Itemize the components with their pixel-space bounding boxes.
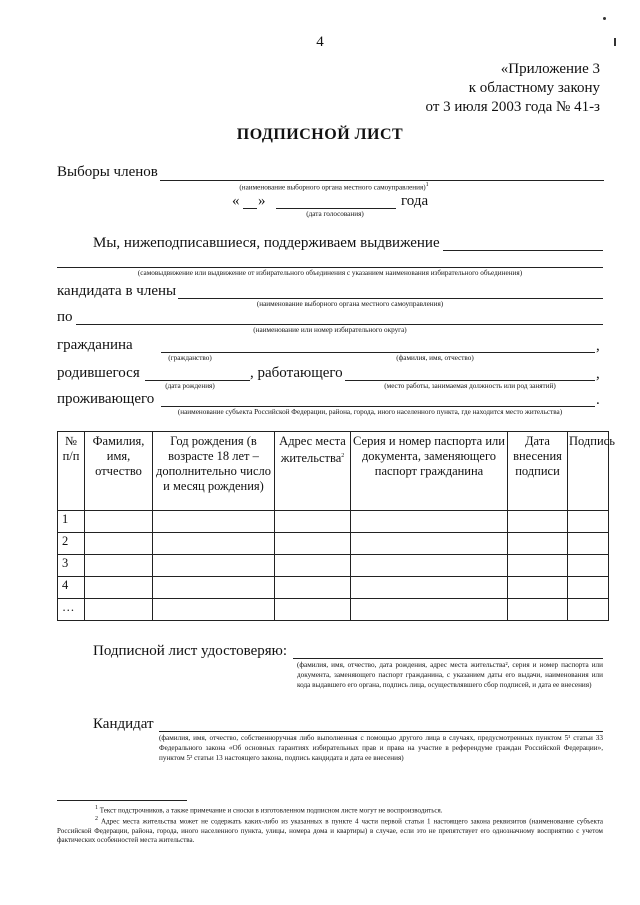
appendix-line-2: к областному закону	[468, 80, 600, 96]
born-comma: ,	[596, 366, 600, 382]
table-header-row	[58, 432, 609, 511]
certify-note: (фамилия, имя, отчество, дата рождения, адрес места жительства², серия и номер паспорта или документа, заменяющего паспорт гражданина, с указанием даты его выдачи, наименования или кода выдавшего его органа, подпись лица, осуществлявшего сбор подписей, и дата ее внесения)	[297, 661, 603, 689]
cell-sign-date[interactable]	[508, 533, 568, 555]
header-number: № п/п	[58, 432, 85, 511]
cell-birth-year[interactable]	[153, 533, 275, 555]
cell-signature[interactable]	[568, 511, 609, 533]
workplace-hint: (место работы, занимаемая должность или род занятий)	[384, 382, 556, 390]
table-row	[58, 555, 609, 577]
birthdate-field[interactable]	[145, 380, 250, 381]
birthdate-hint: (дата рождения)	[165, 382, 215, 390]
row-number: 4	[58, 577, 85, 599]
citizen-label: гражданина	[57, 337, 133, 353]
fullname-hint: (фамилия, имя, отчество)	[396, 354, 474, 362]
cell-birth-year[interactable]	[153, 555, 275, 577]
cell-signature[interactable]	[568, 599, 609, 621]
scan-speck	[603, 17, 606, 20]
signature-table	[57, 431, 615, 621]
district-hint: (наименование или номер избирательного округа)	[253, 326, 407, 334]
appendix-line-3: от 3 июля 2003 года № 41-з	[425, 99, 600, 115]
support-text: Мы, нижеподписавшиеся, поддерживаем выдвижение	[93, 235, 440, 251]
header-sign-date: Дата внесения подписи	[508, 432, 568, 511]
cell-passport[interactable]	[351, 599, 508, 621]
page-number: 4	[316, 34, 324, 50]
cell-sign-date[interactable]	[508, 599, 568, 621]
citizen-comma: ,	[596, 338, 600, 354]
cell-sign-date[interactable]	[508, 577, 568, 599]
date-open-quote: «	[232, 193, 240, 209]
candidate-label: кандидата в члены	[57, 283, 177, 299]
row-number: 1	[58, 511, 85, 533]
support-field-1[interactable]	[443, 250, 603, 251]
row-number: …	[58, 599, 85, 621]
cell-fullname[interactable]	[85, 577, 153, 599]
header-passport: Серия и номер паспорта или документа, заменяющего паспорт гражданина	[351, 432, 508, 511]
date-day-field[interactable]	[243, 208, 257, 209]
cell-fullname[interactable]	[85, 533, 153, 555]
table-row	[58, 511, 609, 533]
citizenship-hint: (гражданство)	[168, 354, 212, 362]
year-word: года	[401, 193, 429, 209]
table-row	[58, 599, 609, 621]
cell-signature[interactable]	[568, 555, 609, 577]
footnote-1: $^1$ Текст подстрочников, а также примечание и сноски в изготовленном подписном листе могут не воспроизводиться.	[95, 805, 443, 815]
support-field-2[interactable]	[57, 267, 603, 268]
candidate-hint: (наименование выборного органа местного самоуправления)	[256, 300, 444, 308]
elections-hint: (наименование выборного органа местного самоуправления)$^1$	[239, 182, 429, 192]
header-fullname: Фамилия, имя, отчество	[85, 432, 153, 511]
support-hint: (самовыдвижение или выдвижение от избирательного объединения с указанием наименования избирательного объединения)	[137, 269, 523, 277]
cell-address[interactable]	[275, 533, 351, 555]
residing-label: проживающего	[57, 391, 155, 407]
row-number: 2	[58, 533, 85, 555]
footnote-divider	[57, 800, 187, 801]
appendix-line-1: «Приложение 3	[500, 61, 600, 77]
table-row	[58, 533, 609, 555]
cell-fullname[interactable]	[85, 599, 153, 621]
row-number: 3	[58, 555, 85, 577]
footnote-2: $^2$ Адрес места жительства может не содержать каких-либо из указанных в пункте 4 части первой статьи 1 настоящего закона реквизитов (наименование субъекта Российской Федерации, района, города, иного населенного пункта, улицы, номера дома и квартиры) в случае, если это не препятствует его однозначному восприятию с учетом фактических особенностей места жительства.	[57, 816, 604, 845]
cell-address[interactable]	[275, 599, 351, 621]
residing-period: .	[596, 392, 600, 408]
date-close-quote: »	[258, 193, 266, 209]
cell-fullname[interactable]	[85, 511, 153, 533]
table-row	[58, 577, 609, 599]
cell-fullname[interactable]	[85, 555, 153, 577]
cell-address[interactable]	[275, 511, 351, 533]
citizen-field[interactable]	[161, 352, 595, 353]
cell-passport[interactable]	[351, 555, 508, 577]
cell-address[interactable]	[275, 577, 351, 599]
cell-sign-date[interactable]	[508, 511, 568, 533]
header-birth-year: Год рождения (в возрасте 18 лет – дополнительно число и месяц рождения)	[153, 432, 275, 511]
workplace-field[interactable]	[345, 380, 595, 381]
date-month-field[interactable]	[276, 208, 396, 209]
cell-signature[interactable]	[568, 533, 609, 555]
candidate-field[interactable]	[178, 298, 603, 299]
certify-label: Подписной лист удостоверяю:	[93, 643, 288, 659]
district-field[interactable]	[76, 324, 603, 325]
cell-birth-year[interactable]	[153, 599, 275, 621]
cell-signature[interactable]	[568, 577, 609, 599]
working-label: , работающего	[250, 365, 343, 381]
date-hint: (дата голосования)	[306, 210, 364, 218]
certify-field[interactable]	[293, 658, 603, 659]
candidate-sign-field[interactable]	[159, 731, 603, 732]
candidate-sign-note: (фамилия, имя, отчество, собственноручная либо выполненная с помощью другого лица в случаях, предусмотренных пунктом 5¹ статьи 33 Федерального закона «Об основных гарантиях избирательных прав и права на участие в референдуме граждан Российской Федерации», пунктом 5² статьи 13 настоящего закона, подпись кандидата и дата ее внесения)	[159, 734, 603, 762]
cell-address[interactable]	[275, 555, 351, 577]
header-address: Адрес места жительства$^2$	[275, 432, 351, 511]
header-signature: Подпись	[568, 432, 609, 511]
residing-field[interactable]	[161, 406, 595, 407]
elections-field[interactable]	[160, 180, 604, 181]
cell-birth-year[interactable]	[153, 511, 275, 533]
page-title: ПОДПИСНОЙ ЛИСТ	[236, 126, 404, 143]
cell-birth-year[interactable]	[153, 577, 275, 599]
elections-label: Выборы членов	[57, 164, 158, 180]
residing-hint: (наименование субъекта Российской Федерации, района, города, иного населенного пункта, где находится место жительства)	[177, 408, 563, 416]
cell-passport[interactable]	[351, 511, 508, 533]
cell-sign-date[interactable]	[508, 555, 568, 577]
cell-passport[interactable]	[351, 533, 508, 555]
candidate-sign-label: Кандидат	[93, 716, 154, 732]
cell-passport[interactable]	[351, 577, 508, 599]
district-label: по	[57, 309, 73, 325]
born-label: родившегося	[57, 365, 140, 381]
